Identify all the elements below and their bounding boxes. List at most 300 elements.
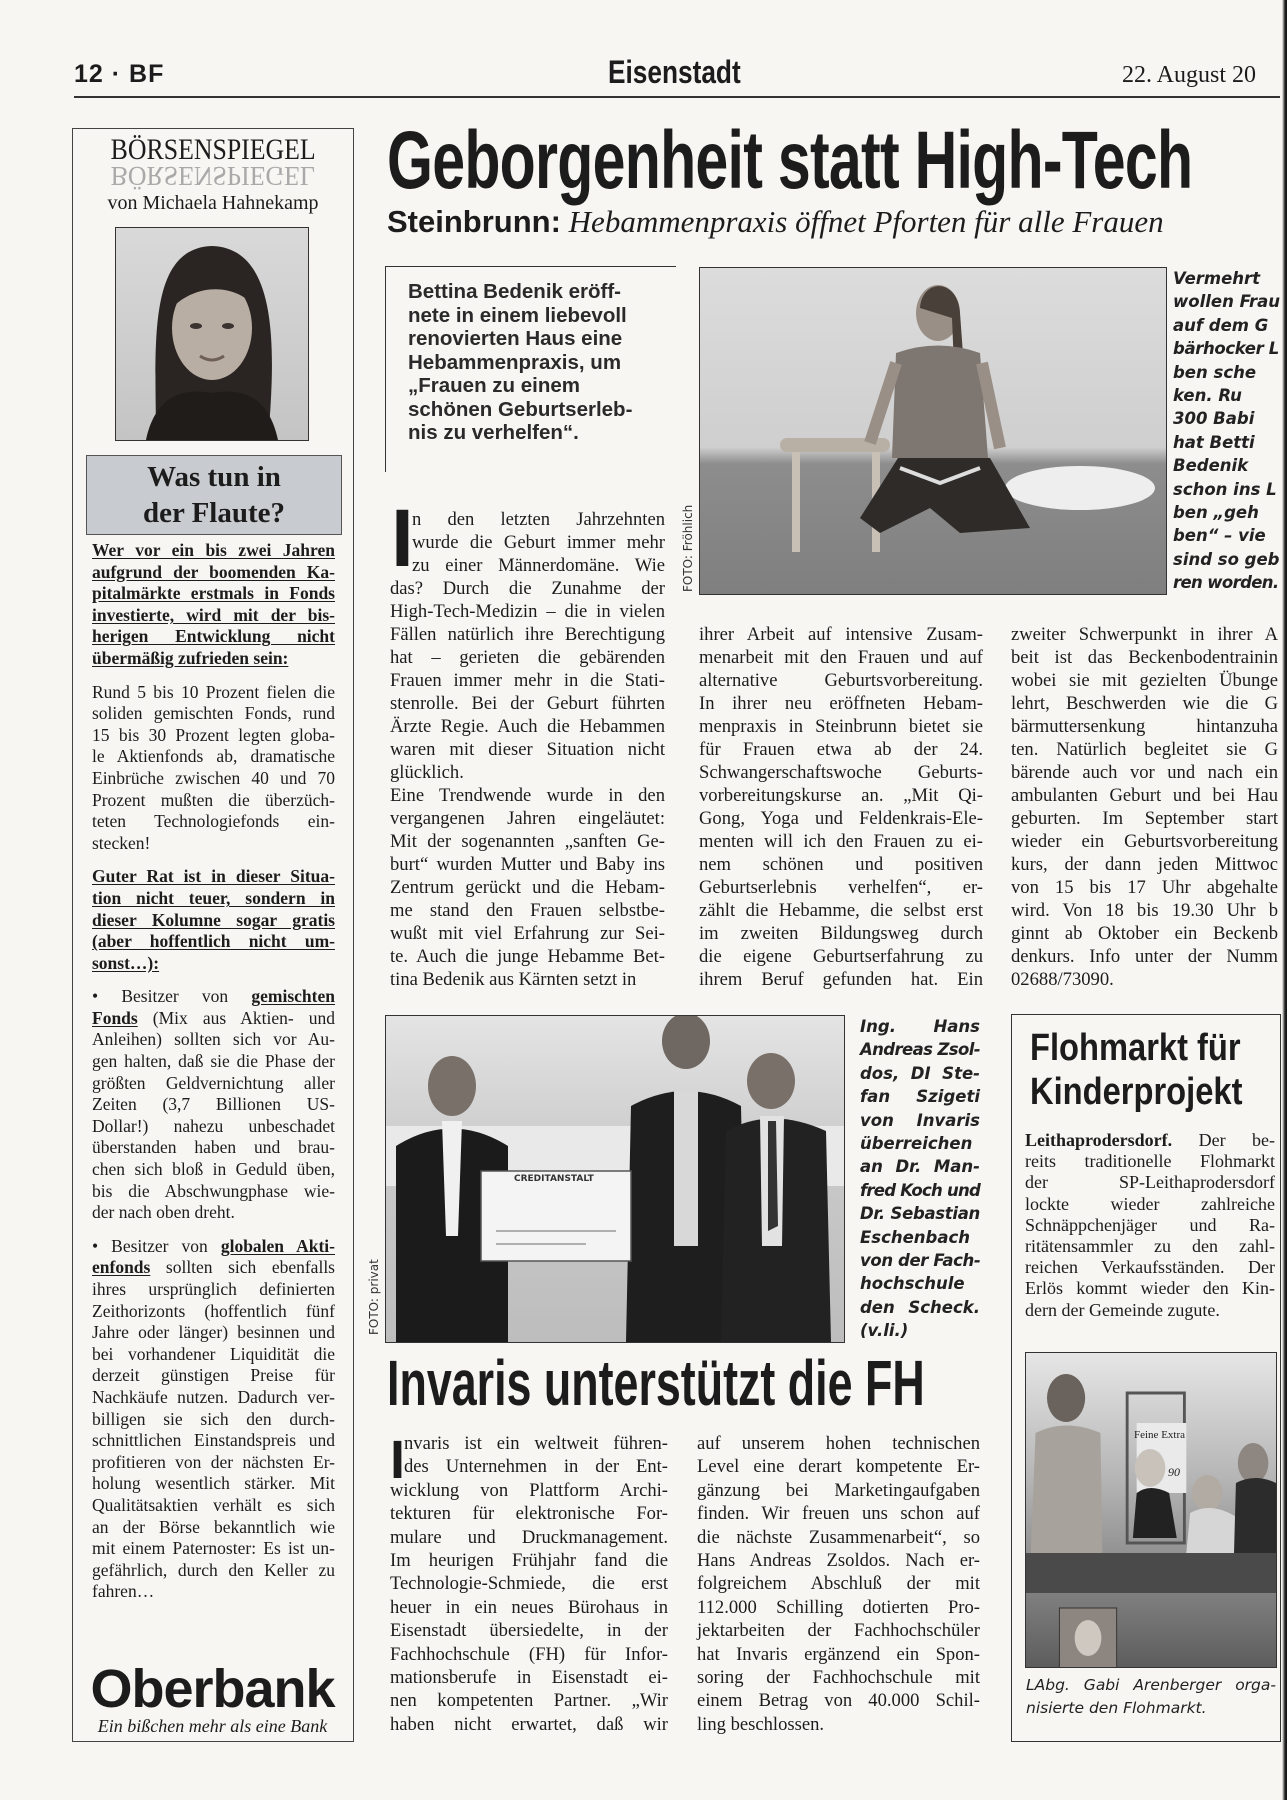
text-run: (Mix aus Aktien- und bbox=[137, 1007, 335, 1028]
text-line bbox=[92, 626, 335, 648]
text-run: Erlös kommt wieder den Kin- bbox=[1025, 1278, 1275, 1299]
text-line bbox=[390, 1502, 668, 1525]
text-run: Schwangerschaftswoche Geburts- bbox=[699, 762, 983, 783]
text-line bbox=[1025, 1194, 1275, 1215]
text-line bbox=[92, 1581, 335, 1603]
text-run: an der Börse bekanntlich wie bbox=[92, 1516, 335, 1537]
text-run: Dr. Sebastian bbox=[860, 1204, 980, 1224]
text-run: 15 bis 30 Prozent legten globa- bbox=[92, 724, 335, 745]
text-line bbox=[1011, 807, 1278, 830]
text-run: Fachhochschule (FH) für Infor- bbox=[390, 1643, 668, 1665]
text-line bbox=[390, 784, 665, 807]
subhead-place: Steinbrunn: bbox=[387, 204, 561, 239]
text-line bbox=[860, 1038, 980, 1061]
midwife-photo-caption bbox=[1173, 267, 1279, 595]
text-run: wurde die Geburt immer mehr bbox=[412, 532, 665, 553]
text-line bbox=[408, 304, 648, 328]
text-line bbox=[1011, 899, 1278, 922]
text-run: wußt mit viel Erfahrung zur Sei- bbox=[390, 923, 665, 944]
author-portrait bbox=[115, 227, 309, 441]
emphasis-text: gemischten bbox=[251, 986, 335, 1007]
text-line bbox=[697, 1689, 980, 1712]
text-line bbox=[860, 1319, 980, 1342]
paragraph bbox=[92, 986, 335, 1224]
page-number-section: 12 · BF bbox=[74, 60, 165, 88]
article1-summary bbox=[408, 280, 648, 445]
text-line bbox=[390, 1643, 668, 1666]
text-line bbox=[1011, 830, 1278, 853]
text-run: Eine Trendwende wurde in den bbox=[390, 785, 665, 806]
text-run: Geburtserlebnis verhelfen“, er- bbox=[699, 877, 983, 898]
text-line bbox=[1173, 571, 1279, 594]
emphasis-text: Fonds bbox=[92, 1007, 138, 1028]
text-run: wollen Frau bbox=[1173, 292, 1281, 312]
text-run: von Invaris bbox=[860, 1110, 980, 1130]
text-line bbox=[697, 1455, 980, 1478]
text-run: LAbg. Gabi Arenberger orga- bbox=[1026, 1676, 1276, 1694]
text-run: von der Fach- bbox=[860, 1251, 981, 1271]
text-run: wobei sie mit gezielten Übunge bbox=[1011, 670, 1278, 691]
text-line bbox=[92, 1029, 335, 1051]
text-run: holung wesentlich stärker. Mit bbox=[92, 1473, 335, 1494]
text-line bbox=[390, 1479, 668, 1502]
text-line bbox=[390, 1572, 668, 1595]
text-run: • Besitzer von bbox=[92, 986, 252, 1007]
text-line bbox=[699, 692, 983, 715]
text-line bbox=[92, 746, 335, 768]
text-line bbox=[697, 1549, 980, 1572]
text-run: die eigene Geburtserfahrung zu bbox=[699, 946, 983, 967]
text-line bbox=[408, 398, 648, 422]
text-run: High-Tech-Medizin – die in vielen bbox=[390, 601, 665, 622]
text-line bbox=[92, 540, 335, 562]
text-run: „Frauen zu einem bbox=[408, 374, 581, 397]
text-run: Technologie-Schmiede, die erst bbox=[390, 1573, 668, 1595]
text-run: Ing. Hans bbox=[860, 1017, 980, 1036]
text-run: bärmuttersenkung hintanzuha bbox=[1011, 716, 1278, 737]
text-run: wieder ein Geburtsvorbereitung bbox=[1011, 831, 1278, 852]
text-line bbox=[1173, 361, 1279, 384]
text-line bbox=[699, 853, 983, 876]
text-run: das? Durch die Zunahme der bbox=[390, 578, 665, 599]
text-run: Bedenik bbox=[1173, 456, 1249, 476]
text-line bbox=[92, 1430, 335, 1452]
text-run: folgreichem Abschluß der mit bbox=[697, 1573, 980, 1595]
text-run: kurs, der dann jeden Mittwoc bbox=[1011, 854, 1278, 875]
text-run: alternative Geburtsvorbereitung. bbox=[699, 670, 983, 691]
text-line bbox=[92, 910, 335, 932]
text-line bbox=[699, 830, 983, 853]
text-line bbox=[390, 853, 665, 876]
text-line bbox=[1173, 384, 1279, 407]
text-line bbox=[1011, 692, 1278, 715]
text-run: die nächste Zusammenarbeit“, so bbox=[697, 1526, 980, 1548]
text-line bbox=[697, 1713, 980, 1736]
text-line bbox=[1011, 968, 1278, 991]
text-run: mationsberufe in Eisenstadt ei- bbox=[390, 1667, 668, 1689]
text-line bbox=[1173, 407, 1279, 430]
text-line bbox=[92, 1073, 335, 1095]
article3-headline-line1: Flohmarkt für bbox=[1030, 1027, 1241, 1069]
paragraph bbox=[1011, 623, 1278, 991]
text-run: dern der Gemeinde zugute. bbox=[1025, 1299, 1220, 1320]
text-line bbox=[92, 1257, 335, 1279]
column-byline: von Michaela Hahnekamp bbox=[107, 192, 319, 214]
column-title-reflection bbox=[84, 160, 342, 191]
column-heading-line2: der Flaute? bbox=[142, 497, 286, 529]
text-line bbox=[699, 876, 983, 899]
text-line bbox=[390, 508, 665, 531]
photo-credit-froehlich: FOTO: Fröhlich bbox=[681, 504, 695, 592]
emphasis-text: investierte, wird mit der bis- bbox=[92, 604, 335, 625]
text-line bbox=[92, 1322, 335, 1344]
text-line bbox=[390, 899, 665, 922]
text-run: mit einem Paternoster: Es ist un- bbox=[92, 1538, 335, 1559]
text-run: tekturen für elektronische For- bbox=[390, 1503, 668, 1525]
text-run: bärende auch vor und nach ein bbox=[1011, 762, 1278, 783]
text-run: nen kompetenten Partner. „Wir bbox=[390, 1690, 668, 1712]
text-run: im zweiten Bildungsweg durch bbox=[699, 923, 983, 944]
text-run: jektarbeiten der Fachhochschüler bbox=[697, 1620, 980, 1642]
text-line bbox=[860, 1109, 980, 1132]
text-line bbox=[1025, 1151, 1275, 1172]
header-rule bbox=[74, 96, 1280, 98]
text-run: billigen sie sich den durch- bbox=[92, 1408, 335, 1429]
oberbank-logo: Oberbank bbox=[90, 1659, 335, 1719]
text-run: Der be- bbox=[1172, 1130, 1275, 1150]
text-line bbox=[92, 1344, 335, 1366]
text-run: zählt die Hebamme, die selbst erst bbox=[699, 900, 983, 921]
text-line bbox=[92, 562, 335, 584]
cheque-photo-caption bbox=[860, 1015, 980, 1343]
text-line bbox=[860, 1179, 980, 1202]
text-line bbox=[92, 888, 335, 910]
text-line bbox=[92, 790, 335, 812]
text-line bbox=[1026, 1697, 1276, 1720]
text-line bbox=[92, 1560, 335, 1582]
text-line bbox=[92, 1202, 335, 1224]
text-run: sollten sich ebenfalls bbox=[150, 1257, 335, 1278]
text-line bbox=[390, 577, 665, 600]
text-line bbox=[1011, 623, 1278, 646]
text-run: Eschenbach bbox=[860, 1227, 971, 1247]
text-line bbox=[1025, 1215, 1275, 1236]
text-line bbox=[92, 605, 335, 627]
text-line bbox=[699, 761, 983, 784]
paragraph bbox=[1025, 1130, 1275, 1321]
article3-headline-line2: Kinderprojekt bbox=[1030, 1071, 1243, 1113]
text-run: sind so geb bbox=[1173, 549, 1280, 569]
text-run: Rund 5 bis 10 Prozent fielen die bbox=[92, 681, 335, 702]
text-run: hat – gerieten die gebärenden bbox=[390, 647, 665, 668]
text-line bbox=[390, 922, 665, 945]
text-line bbox=[1025, 1130, 1275, 1151]
text-line bbox=[92, 1473, 335, 1495]
text-line bbox=[699, 738, 983, 761]
text-run: soliden gemischten Fonds, rund bbox=[92, 703, 335, 724]
text-run: denkurs. Info unter der Numm bbox=[1011, 946, 1278, 967]
text-run: bei vorhandener Liquidität die bbox=[92, 1343, 335, 1364]
text-run: ambulanten Geburt und bei Hau bbox=[1011, 785, 1278, 806]
text-run: schon ins L bbox=[1173, 479, 1277, 499]
text-line bbox=[860, 1296, 980, 1319]
emphasis-text: Guter Rat ist in dieser Situa- bbox=[92, 866, 335, 887]
text-run: waren mit dieser Situation nicht bbox=[390, 739, 665, 760]
text-run: ben sche bbox=[1173, 362, 1257, 382]
text-run: te. Auch die junge Hebamme Bet- bbox=[390, 946, 665, 967]
text-run: hat Betti bbox=[1173, 432, 1255, 452]
text-run: Level eine derart kompetente Er- bbox=[697, 1456, 980, 1478]
text-run: teten Technologiefonds ein- bbox=[92, 811, 335, 832]
text-run: reits traditionelle Flohmarkt bbox=[1025, 1151, 1275, 1172]
text-line bbox=[408, 280, 648, 304]
paragraph bbox=[390, 784, 665, 991]
text-line bbox=[860, 1062, 980, 1085]
text-line bbox=[390, 1596, 668, 1619]
text-run: • Besitzer von bbox=[92, 1235, 221, 1256]
flohmarkt-photo-caption bbox=[1026, 1674, 1276, 1720]
emphasis-text: pitalmärkte erstmals in Fonds bbox=[92, 583, 335, 604]
text-line bbox=[860, 1249, 980, 1272]
text-line bbox=[1025, 1172, 1275, 1193]
text-line bbox=[1011, 784, 1278, 807]
article1-column2 bbox=[699, 623, 983, 991]
text-line bbox=[390, 531, 665, 554]
text-run: Nachkäufe nutzen. Dadurch ver- bbox=[92, 1386, 335, 1407]
text-line bbox=[699, 899, 983, 922]
paragraph bbox=[92, 540, 335, 670]
text-line bbox=[92, 1279, 335, 1301]
text-run: ren worden. bbox=[1173, 573, 1279, 593]
text-line bbox=[390, 554, 665, 577]
column-title-reflection-text: BÖRSENSPIEGEL bbox=[110, 160, 316, 191]
text-line bbox=[697, 1643, 980, 1666]
article1-column3 bbox=[1011, 623, 1278, 991]
text-run: Ärzte Regie. Auch die Hebammen bbox=[390, 716, 665, 737]
text-line bbox=[1011, 646, 1278, 669]
paragraph bbox=[92, 1236, 335, 1603]
text-line bbox=[697, 1596, 980, 1619]
text-run: Im heurigen Frühjahr fand die bbox=[390, 1550, 668, 1572]
text-line bbox=[699, 646, 983, 669]
text-line bbox=[390, 807, 665, 830]
text-line bbox=[1011, 715, 1278, 738]
text-line bbox=[92, 1008, 335, 1030]
paragraph bbox=[390, 508, 665, 784]
text-line bbox=[390, 876, 665, 899]
text-run: an Dr. Man- bbox=[860, 1157, 980, 1177]
issue-date: 22. August 20 bbox=[1122, 62, 1257, 88]
text-run: Frauen immer mehr in die Stati- bbox=[390, 670, 665, 691]
text-line bbox=[860, 1226, 980, 1249]
emphasis-text: globalen Akti- bbox=[220, 1235, 335, 1256]
portrait-image bbox=[116, 228, 308, 440]
text-line bbox=[92, 1495, 335, 1517]
emphasis-text: Wer vor ein bis zwei Jahren bbox=[92, 540, 335, 560]
text-run: Hebammenpraxis, um bbox=[408, 350, 622, 374]
text-line bbox=[860, 1085, 980, 1108]
article3-body bbox=[1025, 1130, 1275, 1321]
text-line bbox=[92, 768, 335, 790]
text-line bbox=[92, 1538, 335, 1560]
article1-headline-text: Geborgenheit statt High-Tech bbox=[387, 115, 1193, 206]
text-run: lockte wieder zahlreiche bbox=[1025, 1193, 1275, 1214]
flohmarkt-photo-image bbox=[1026, 1353, 1276, 1667]
text-line bbox=[860, 1015, 980, 1038]
text-run: Bettina Bedenik eröff- bbox=[408, 280, 621, 303]
text-line bbox=[92, 725, 335, 747]
text-run: Dollar!) nahezu unbeschadet bbox=[92, 1115, 335, 1136]
text-run: der nach oben dreht. bbox=[92, 1202, 235, 1223]
text-line bbox=[390, 715, 665, 738]
text-line bbox=[92, 1409, 335, 1431]
text-line bbox=[390, 968, 665, 991]
text-line bbox=[390, 1689, 668, 1712]
text-run: Eisenstadt übersiedelte, in der bbox=[390, 1620, 668, 1642]
text-line bbox=[697, 1502, 980, 1525]
text-line bbox=[860, 1132, 980, 1155]
oberbank-slogan: Ein bißchen mehr als eine Bank bbox=[97, 1716, 328, 1736]
text-line bbox=[390, 1455, 668, 1478]
article1-headline bbox=[387, 116, 1287, 206]
text-line bbox=[1011, 922, 1278, 945]
text-line bbox=[390, 1526, 668, 1549]
text-line bbox=[390, 1432, 668, 1455]
text-line bbox=[92, 682, 335, 704]
text-run: schönen Geburtserleb- bbox=[408, 397, 633, 421]
text-line bbox=[92, 953, 335, 975]
text-run: Einbrüche zwischen 40 und 70 bbox=[92, 767, 335, 788]
text-line bbox=[1173, 524, 1279, 547]
text-run: bärhocker L bbox=[1173, 339, 1279, 359]
text-line bbox=[92, 1365, 335, 1387]
text-line bbox=[1026, 1674, 1276, 1697]
text-line bbox=[92, 583, 335, 605]
paragraph bbox=[390, 1432, 668, 1736]
text-line bbox=[390, 623, 665, 646]
text-run: überreichen bbox=[860, 1134, 973, 1154]
text-run: dos, DI Ste- bbox=[860, 1063, 980, 1083]
text-line bbox=[408, 327, 648, 351]
text-line bbox=[92, 1452, 335, 1474]
text-line bbox=[408, 351, 648, 375]
text-line bbox=[390, 830, 665, 853]
text-run: nis zu verhelfen“. bbox=[408, 421, 579, 444]
text-line bbox=[92, 1301, 335, 1323]
article1-drop-cap: I bbox=[391, 493, 414, 584]
text-run: Andreas Zsol- bbox=[860, 1040, 980, 1060]
text-line bbox=[697, 1432, 980, 1455]
text-run: finden. Wir freuen uns schon auf bbox=[697, 1503, 980, 1525]
cheque-handover-photo bbox=[385, 1015, 845, 1343]
text-run: gefährlich, durch den Keller zu bbox=[92, 1559, 335, 1580]
text-run: Qualitätsaktien verhält es sich bbox=[92, 1494, 335, 1515]
text-run: Hans Andreas Zsoldos. Nach er- bbox=[697, 1550, 980, 1572]
text-run: wird. Von 18 bis 19.30 Uhr b bbox=[1011, 900, 1278, 921]
text-line bbox=[92, 866, 335, 888]
text-run: menarbeit mit den Frauen und auf bbox=[699, 647, 983, 668]
text-line bbox=[92, 986, 335, 1008]
binding-edge bbox=[1282, 0, 1287, 1800]
text-line bbox=[860, 1272, 980, 1295]
text-line bbox=[1011, 853, 1278, 876]
text-run: Vermehrt bbox=[1173, 269, 1261, 288]
region-title bbox=[608, 54, 770, 91]
text-run: größten Geldvernichtung aller bbox=[92, 1072, 335, 1093]
text-run: Schnäppchenjäger und Ra- bbox=[1025, 1214, 1275, 1235]
emphasis-text: (aber hoffentlich nicht um- bbox=[92, 931, 335, 952]
subhead-text: Hebammenpraxis öffnet Pforten für alle Frauen bbox=[568, 204, 1164, 239]
text-run: burt“ wurden Mutter und Baby ins bbox=[390, 854, 665, 875]
photo-sign-price: 90 bbox=[1168, 1465, 1180, 1479]
text-line bbox=[92, 1051, 335, 1073]
text-run: chen sich bloß in Geduld üben, bbox=[92, 1159, 335, 1180]
text-run: profitieren von der nächsten Er- bbox=[92, 1451, 335, 1472]
text-run: nete in einem liebevoll bbox=[408, 303, 627, 327]
text-line bbox=[390, 669, 665, 692]
text-run: geburten. Im September start bbox=[1011, 808, 1278, 829]
cheque-photo-image bbox=[386, 1016, 844, 1342]
text-line bbox=[92, 811, 335, 833]
text-run: des Unternehmen in der Ent- bbox=[404, 1456, 668, 1478]
column-heading-line1: Was tun in bbox=[147, 461, 281, 493]
text-line bbox=[1011, 876, 1278, 899]
text-run: fahren… bbox=[92, 1581, 155, 1602]
text-run: ten. Natürlich begleitet sie G bbox=[1011, 739, 1278, 760]
text-line bbox=[92, 1159, 335, 1181]
text-run: gen halten, daß sie die Phase der bbox=[92, 1051, 335, 1072]
text-run: ken. Ru bbox=[1173, 386, 1242, 406]
midwife-photo-image bbox=[700, 268, 1166, 594]
text-line bbox=[1173, 478, 1279, 501]
text-run: soring der Fachhochschule mit bbox=[697, 1667, 980, 1689]
text-run: In ihrer neu eröffneten Hebam- bbox=[699, 693, 983, 714]
dateline: Leithaprodersdorf. bbox=[1025, 1130, 1173, 1150]
text-run: ihrer Arbeit auf intensive Zusam- bbox=[699, 624, 983, 645]
text-run: (v.li.) bbox=[860, 1321, 909, 1341]
text-line bbox=[860, 1155, 980, 1178]
text-run: me stand den Frauen selbstbe- bbox=[390, 900, 665, 921]
text-run: Mit der sogenannten „sanften Ge- bbox=[390, 831, 665, 852]
paragraph bbox=[92, 682, 335, 855]
text-run: vergangenen Jahren eingeläutet: bbox=[390, 808, 665, 829]
text-run: beit ist das Beckenbodentrainin bbox=[1011, 647, 1278, 668]
text-run: Zeithorizonts (hoffentlich fünf bbox=[92, 1300, 335, 1321]
text-line bbox=[1173, 454, 1279, 477]
paragraph bbox=[92, 866, 335, 974]
text-run: n den letzten Jahrzehnten bbox=[412, 509, 665, 530]
article2-headline-text: Invaris unterstützt die FH bbox=[387, 1347, 925, 1419]
text-line bbox=[697, 1479, 980, 1502]
text-line bbox=[390, 1666, 668, 1689]
text-run: den Scheck. bbox=[860, 1297, 980, 1317]
text-run: 02688/73090. bbox=[1011, 969, 1114, 990]
text-run: für Frauen etwa ab der 24. bbox=[699, 739, 983, 760]
text-run: ihres ursprünglich definierten bbox=[92, 1279, 335, 1299]
text-run: ritätensammler zu den zahl- bbox=[1025, 1236, 1275, 1257]
text-line bbox=[697, 1666, 980, 1689]
text-run: zu einer Männerdomäne. Wie bbox=[412, 555, 665, 576]
text-run: Jahre oder länger) besinnen und bbox=[92, 1322, 335, 1343]
text-line bbox=[390, 1549, 668, 1572]
text-line bbox=[92, 931, 335, 953]
text-line bbox=[697, 1619, 980, 1642]
text-line bbox=[699, 623, 983, 646]
text-run: überstanden haben und brau- bbox=[92, 1137, 335, 1158]
region-title-text: Eisenstadt bbox=[608, 54, 741, 90]
text-run: ben“ – vie bbox=[1173, 526, 1266, 546]
paragraph bbox=[1026, 1674, 1276, 1720]
